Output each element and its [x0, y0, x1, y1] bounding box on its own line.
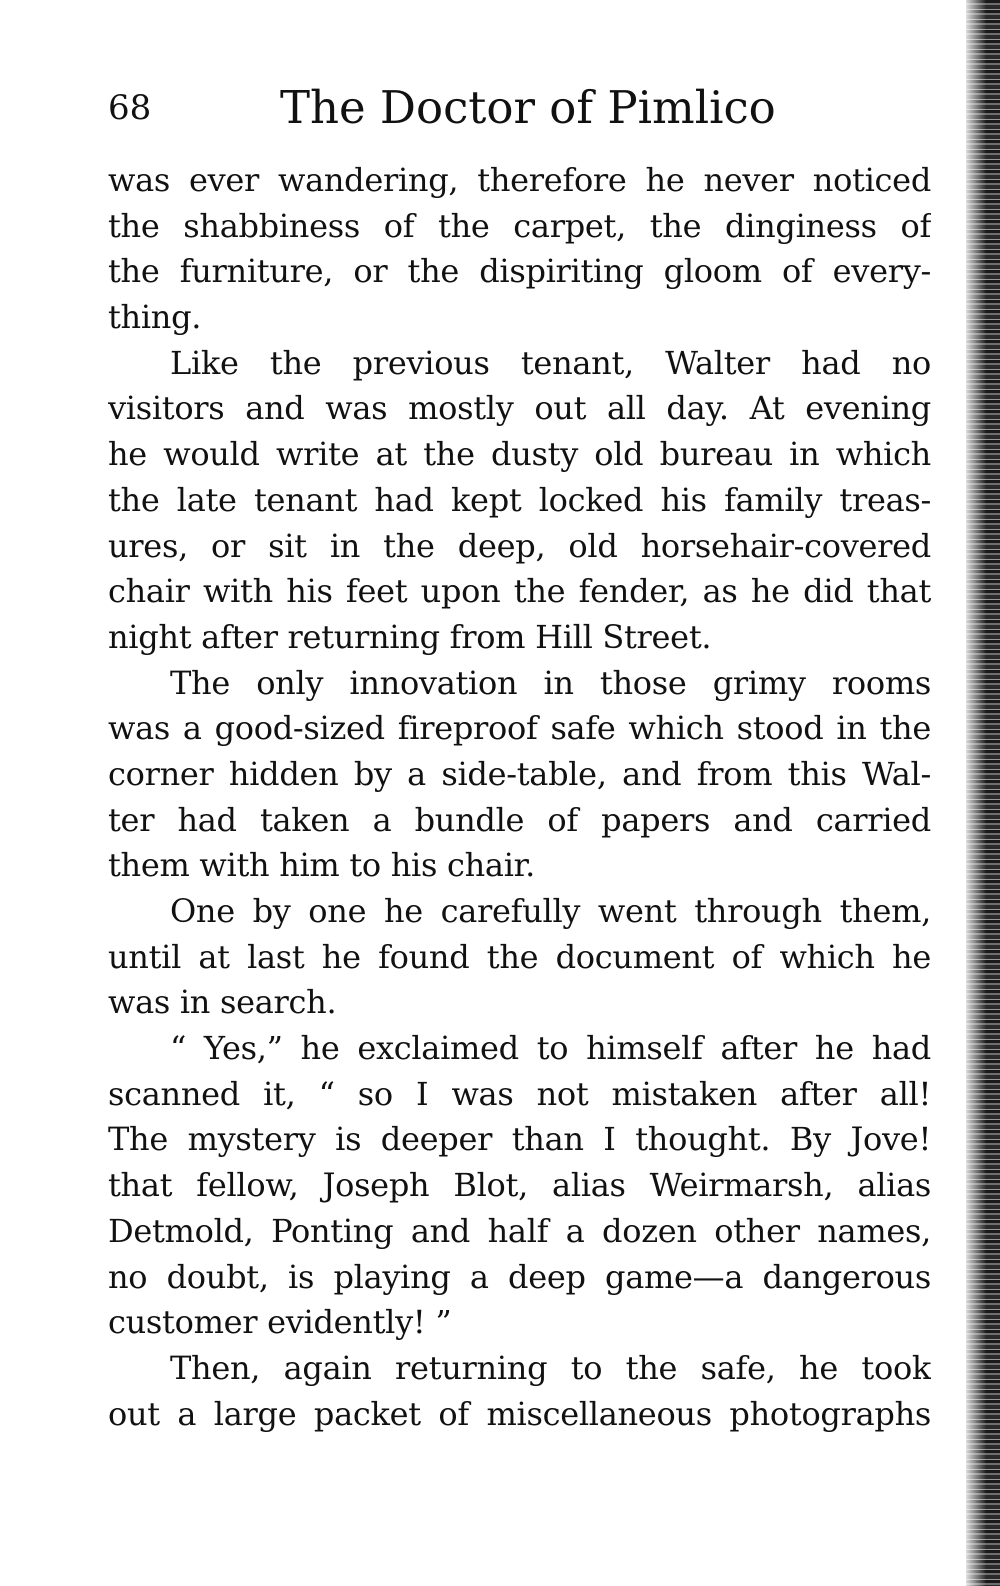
text-line: customer evidently! ” — [108, 1303, 452, 1342]
text-line: the furniture, or the dispiriting gloom of every- — [108, 252, 931, 291]
text-line: that fellow, Joseph Blot, alias Weirmarsh, alias — [108, 1166, 931, 1205]
text-line: he would write at the dusty old bureau in which — [108, 435, 931, 474]
text-line: no doubt, is playing a deep game—a dangerous — [108, 1257, 931, 1296]
text-line: corner hidden by a side-table, and from this Wal- — [108, 754, 931, 793]
text-line: Like the previous tenant, Walter had no — [170, 343, 931, 382]
text-line: thing. — [108, 298, 202, 337]
text-line: The mystery is deeper than I thought. By Jove! — [108, 1120, 931, 1159]
text-line: ter had taken a bundle of papers and carried — [108, 800, 931, 839]
text-line: night after returning from Hill Street. — [108, 617, 712, 656]
text-line: out a large packet of miscellaneous photographs — [108, 1394, 931, 1433]
text-line: was in search. — [108, 983, 337, 1022]
text-line: “ Yes,” he exclaimed to himself after he had — [170, 1029, 931, 1068]
text-line: them with him to his chair. — [108, 846, 535, 885]
text-line: visitors and was mostly out all day. At evening — [108, 389, 931, 428]
page-header — [108, 80, 938, 140]
page-binding-edge — [966, 0, 1000, 1586]
text-line: until at last he found the document of which he — [108, 937, 931, 976]
text-line: was a good-sized fireproof safe which stood in the — [108, 709, 931, 748]
text-line: scanned it, “ so I was not mistaken after all! — [108, 1074, 931, 1113]
text-line: the shabbiness of the carpet, the dinginess of — [108, 206, 931, 245]
text-line: the late tenant had kept locked his family treas- — [108, 480, 931, 519]
text-line: One by one he carefully went through them, — [170, 892, 931, 930]
text-line: was ever wandering, therefore he never noticed — [108, 161, 931, 199]
body-text — [108, 158, 931, 1437]
page-number: 68 — [108, 88, 152, 128]
text-line: The only innovation in those grimy rooms — [170, 663, 931, 702]
text-line: ures, or sit in the deep, old horsehair-covered — [108, 526, 931, 565]
text-line: Then, again returning to the safe, he took — [170, 1348, 931, 1387]
text-line: Detmold, Ponting and half a dozen other names, — [108, 1211, 931, 1250]
text-line: chair with his feet upon the fender, as he did that — [108, 572, 931, 611]
running-title: The Doctor of Pimlico — [280, 81, 776, 134]
